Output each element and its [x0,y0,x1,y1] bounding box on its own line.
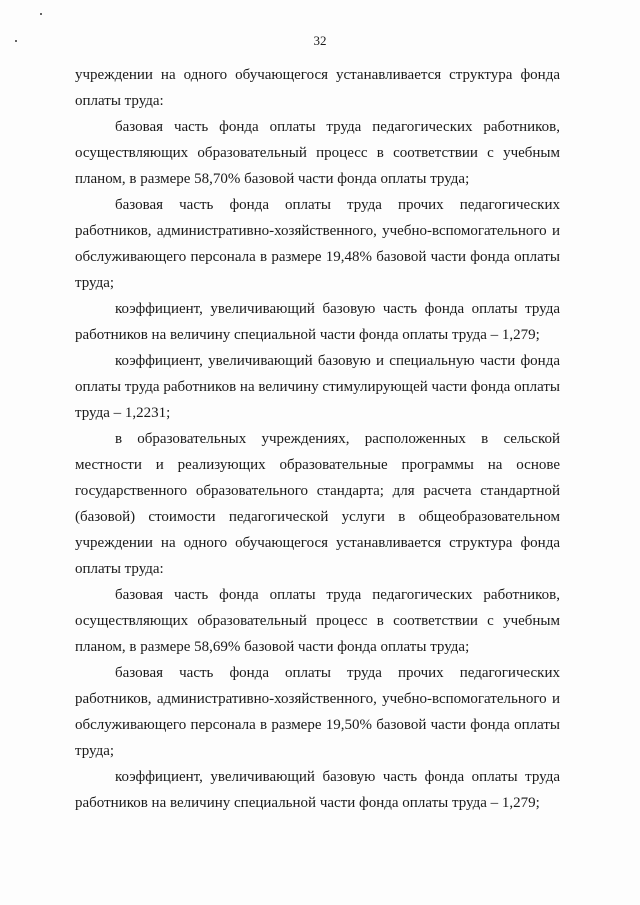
paragraph: в образовательных учреждениях, расположенных в сельской местности и реализующих образовательные программы на основе государственного образовательного стандарта; для расчета стандартной (базовой) стоимости педагогической услуги в общеобразовательном учреждении на одного обучающегося устанавливается структура фонда оплаты труда: [75,431,560,577]
scan-speck [40,13,42,15]
paragraph: базовая часть фонда оплаты труда педагогических работников, осуществляющих образовательный процесс в соответствии с учебным планом, в размере 58,69% базовой части фонда оплаты труда; [75,587,560,655]
paragraph: коэффициент, увеличивающий базовую часть фонда оплаты труда работников на величину специальной части фонда оплаты труда – 1,279; [75,769,560,811]
paragraph: базовая часть фонда оплаты труда прочих педагогических работников, административно-хозяйственного, учебно-вспомогательного и обслуживающего персонала в размере 19,48% базовой части фонда оплаты труда; [75,197,560,291]
paragraph: коэффициент, увеличивающий базовую и специальную части фонда оплаты труда работников на величину стимулирующей части фонда оплаты труда – 1,2231; [75,353,560,421]
body-text [75,62,560,816]
paragraph: коэффициент, увеличивающий базовую часть фонда оплаты труда работников на величину специальной части фонда оплаты труда – 1,279; [75,301,560,343]
page-number: 32 [313,33,327,48]
paragraph: базовая часть фонда оплаты труда прочих педагогических работников, административно-хозяйственного, учебно-вспомогательного и обслуживающего персонала в размере 19,50% базовой части фонда оплаты труда; [75,665,560,759]
paragraph: базовая часть фонда оплаты труда педагогических работников, осуществляющих образовательный процесс в соответствии с учебным планом, в размере 58,70% базовой части фонда оплаты труда; [75,119,560,187]
paragraph: учреждении на одного обучающегося устанавливается структура фонда оплаты труда: [75,67,560,109]
